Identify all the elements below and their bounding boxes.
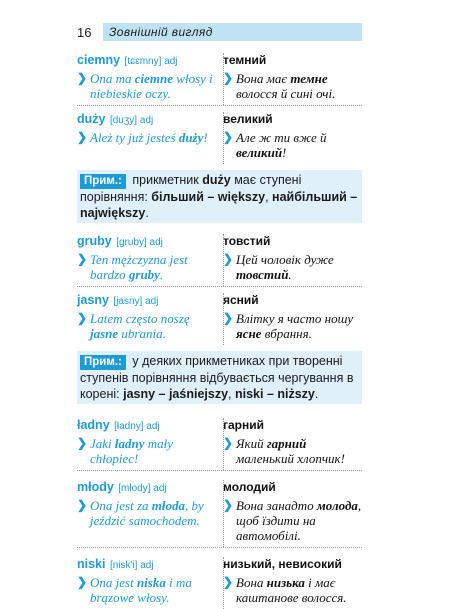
note-label: Прим.:: [80, 355, 126, 370]
pl-example: Ten mężczyzna jest bardzo gruby.: [90, 252, 188, 282]
entry-ladny: [77, 416, 362, 466]
arrow-icon: ❯: [77, 575, 88, 589]
pl-headword: duży: [77, 112, 106, 126]
uk-example: Цей чоловік дуже товстий.: [236, 252, 334, 282]
pl-headword: gruby: [77, 234, 112, 248]
arrow-icon: ❯: [223, 311, 234, 325]
pl-headword: jasny: [77, 293, 109, 307]
arrow-icon: ❯: [223, 130, 234, 144]
uk-example: Який гарний маленький хлопчик!: [236, 436, 345, 466]
arrow-icon: ❯: [77, 71, 88, 85]
pl-example: Latem często noszę jasne ubrania.: [90, 311, 190, 341]
pl-headword: ładny: [77, 418, 110, 432]
arrow-icon: ❯: [77, 130, 88, 144]
entry-jasny: [77, 291, 362, 341]
pl-example: Ona jest za młoda, by jeździć samochodem.: [90, 498, 204, 528]
pl-headword: niski: [77, 557, 106, 571]
pl-transcription: [jasny] adj: [113, 296, 159, 307]
pl-transcription: [młody] adj: [118, 483, 167, 494]
arrow-icon: ❯: [77, 436, 88, 450]
uk-headword: гарний: [223, 418, 265, 432]
pl-example: Ona ma ciemne włosy i niebieskie oczy.: [90, 71, 213, 101]
uk-example: Вона має темне волосся й сині очі.: [236, 71, 336, 101]
uk-headword: молодий: [223, 480, 276, 494]
arrow-icon: ❯: [77, 498, 88, 512]
note-box: Прим.: прикметник duży має ступені порівняння: більший – większy, найбільший – największy.: [77, 170, 362, 223]
pl-transcription: [nisk'i] adj: [109, 560, 154, 571]
pl-transcription: [duʒy] adj: [109, 115, 154, 126]
note-box: Прим.: у деяких прикметниках при творенні ступенів порівняння відбувається чергування в корені: jasny – jaśniejszy, niski – niższy.: [77, 351, 362, 404]
pl-headword: młody: [77, 480, 114, 494]
pl-example: Jaki ładny mały chłopiec!: [90, 436, 174, 466]
entry-duzy: [77, 110, 362, 160]
entry-niski: [77, 555, 362, 605]
page-number: 16: [77, 24, 92, 40]
uk-headword: товстий: [223, 234, 271, 248]
arrow-icon: ❯: [223, 71, 234, 85]
arrow-icon: ❯: [223, 252, 234, 266]
uk-example: Вона занадто молода, щоб їздити на автомобілі.: [236, 498, 362, 543]
section-title: Зовнішній вигляд: [103, 23, 362, 41]
arrow-icon: ❯: [223, 436, 234, 450]
arrow-icon: ❯: [77, 311, 88, 325]
page-header: [77, 23, 362, 41]
pl-transcription: [ładny] adj: [114, 421, 160, 432]
arrow-icon: ❯: [223, 575, 234, 589]
uk-example: Вона низька і має каштанове волосся.: [236, 575, 347, 605]
arrow-icon: ❯: [77, 252, 88, 266]
uk-example: Влітку я часто ношу ясне вбрання.: [236, 311, 354, 341]
arrow-icon: ❯: [223, 498, 234, 512]
dictionary-page: [77, 23, 362, 605]
uk-headword: темний: [223, 53, 267, 67]
pl-example: Ależ ty już jesteś duży!: [90, 130, 208, 145]
uk-headword: великий: [223, 112, 273, 126]
entry-ciemny: [77, 51, 362, 101]
pl-transcription: [tɕɛmny] adj: [124, 56, 178, 67]
uk-headword: низький, невисокий: [223, 557, 342, 571]
entry-mlody: [77, 478, 362, 543]
uk-headword: ясний: [223, 293, 259, 307]
note-label: Прим.:: [80, 174, 126, 189]
pl-transcription: [gruby] adj: [116, 237, 163, 248]
pl-headword: ciemny: [77, 53, 121, 67]
entry-gruby: [77, 232, 362, 282]
pl-example: Ona jest niska i ma brązowe włosy.: [90, 575, 192, 605]
uk-example: Але ж ти вже й великий!: [236, 130, 327, 160]
